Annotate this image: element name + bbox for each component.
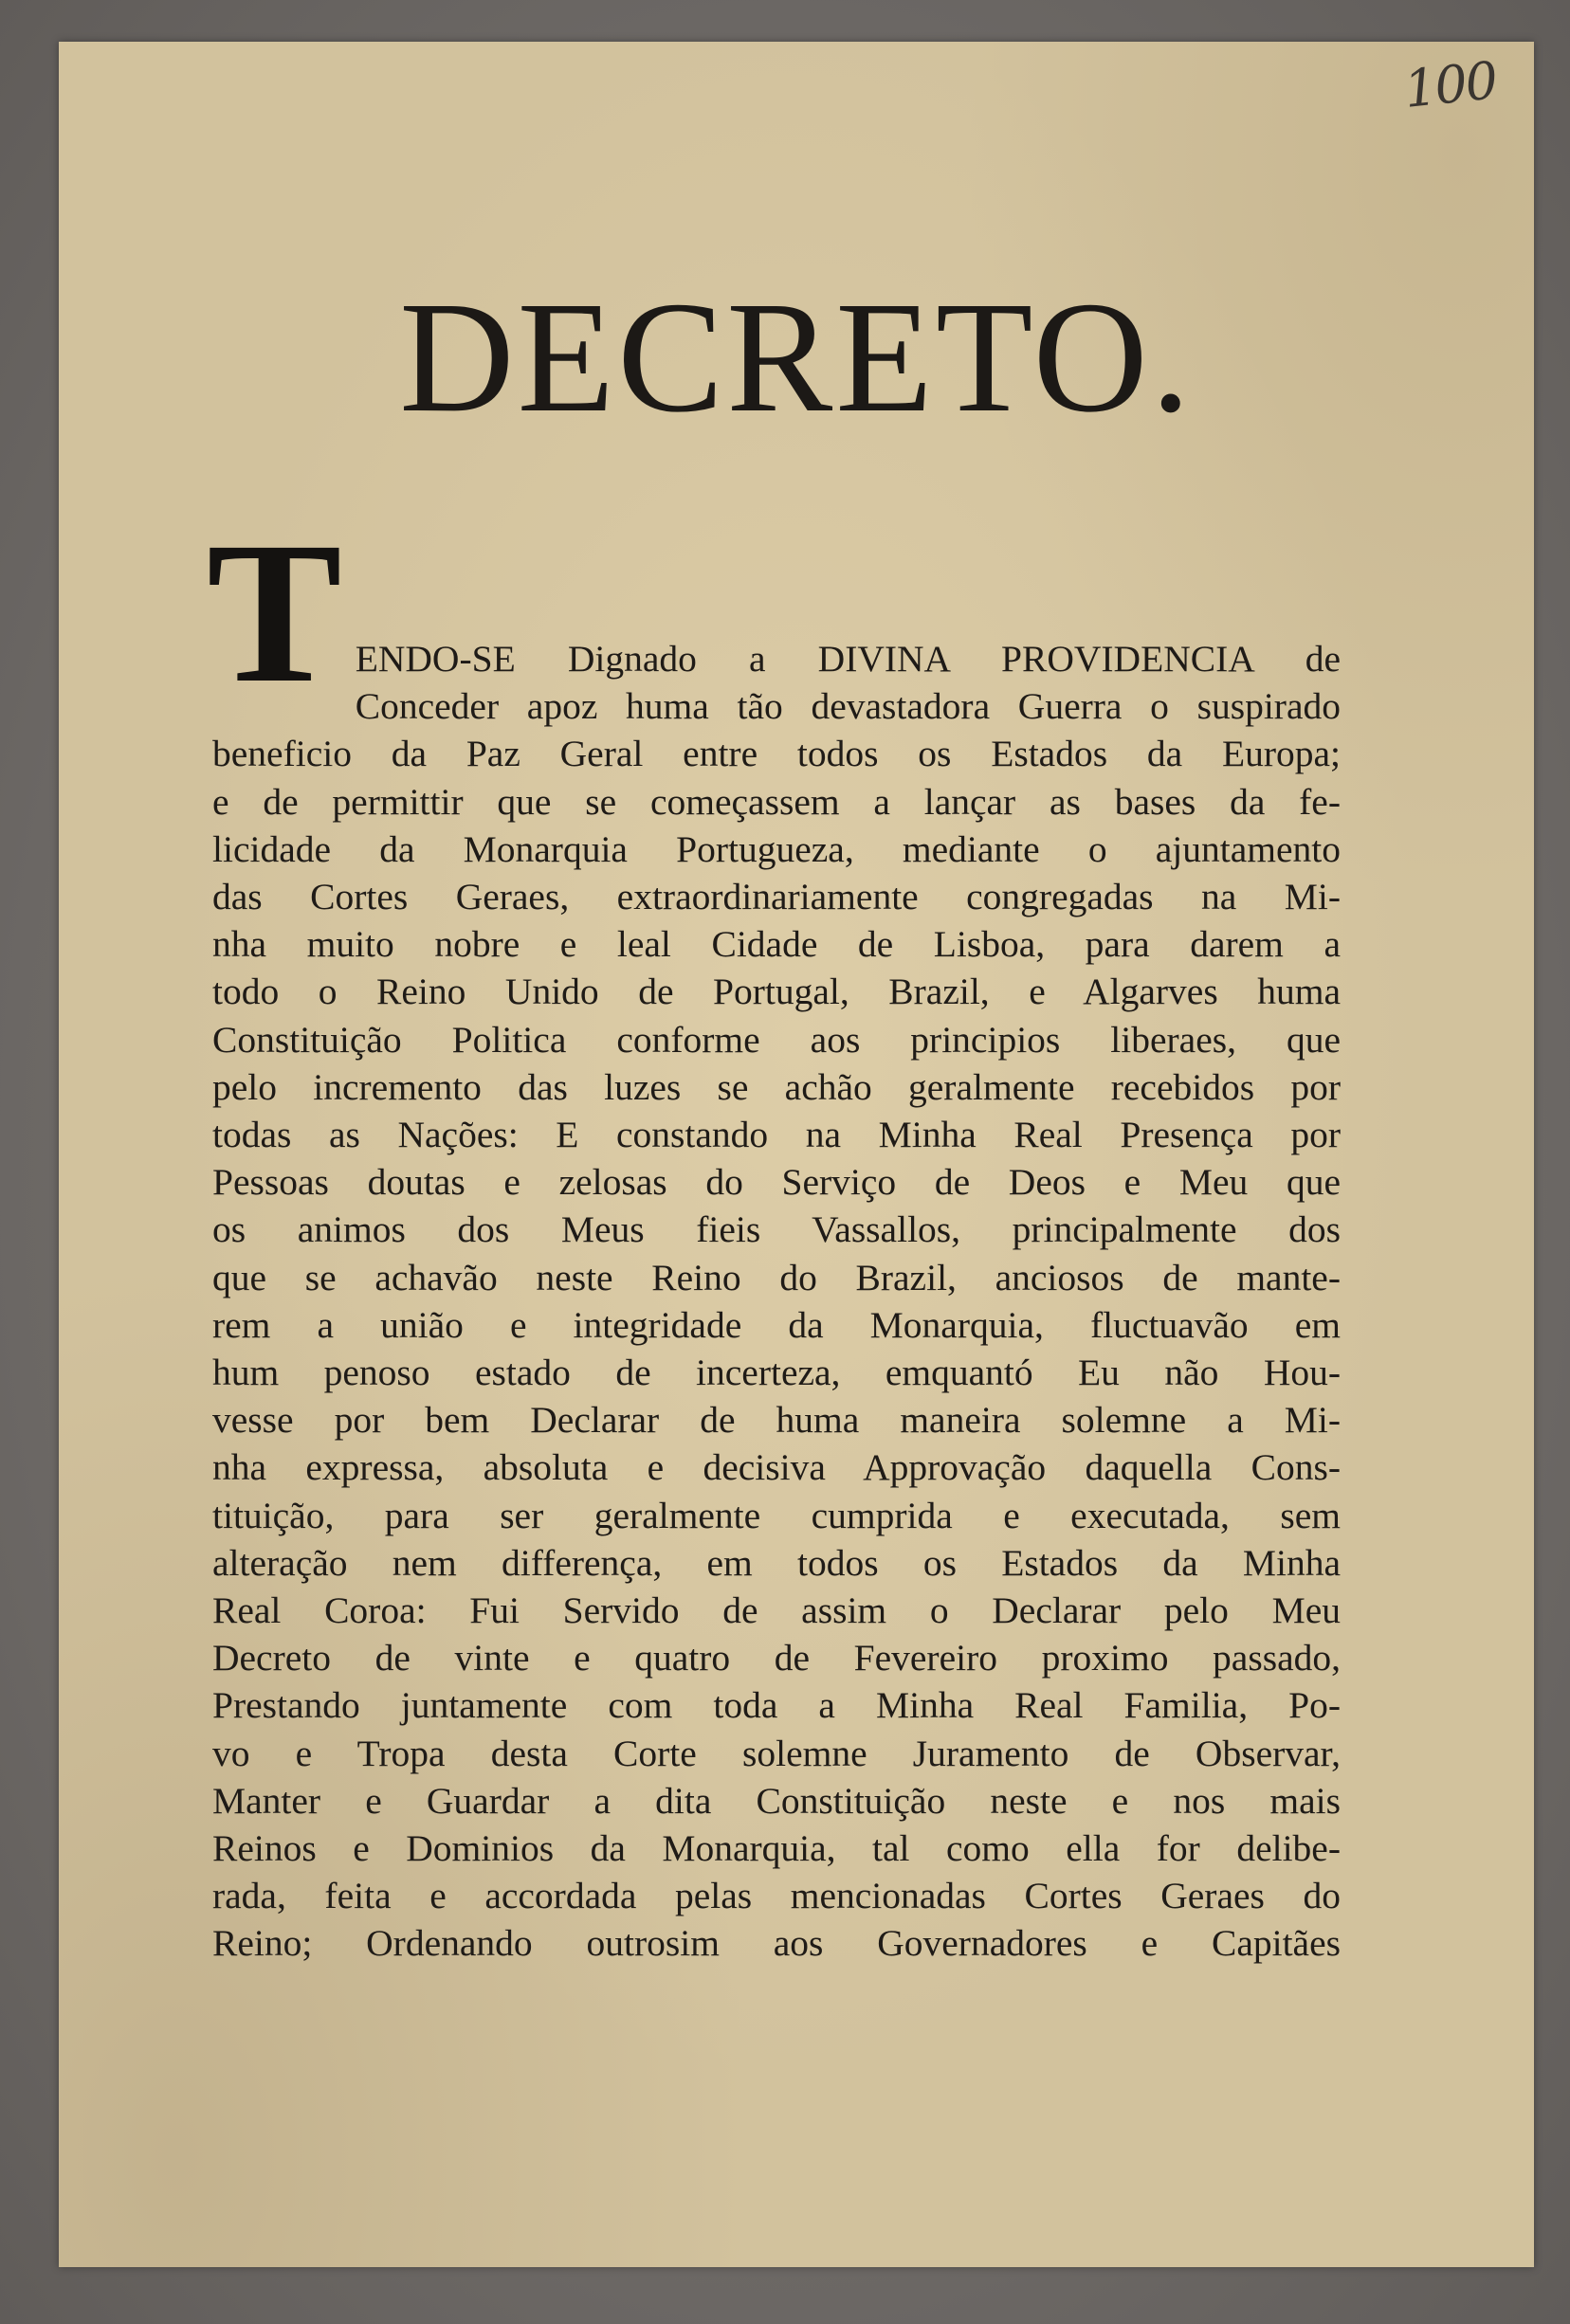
text-line: Manter e Guardar a dita Constituição neste e nos mais	[212, 1779, 1341, 1822]
text-line: rada, feita e accordada pelas mencionadas Cortes Geraes do	[212, 1875, 1341, 1917]
text-line: Reinos e Dominios da Monarquia, tal como ella for delibe-	[212, 1827, 1341, 1870]
text-line: pelo incremento das luzes se achão geralmente recebidos por	[212, 1065, 1341, 1108]
text-line: todas as Nações: E constando na Minha Real Presença por	[212, 1114, 1341, 1156]
text-line: Prestando juntamente com toda a Minha Real Familia, Po-	[212, 1684, 1341, 1727]
text-line: os animos dos Meus fieis Vassallos, principalmente dos	[212, 1208, 1341, 1251]
text-line: Reino; Ordenando outrosim aos Governadores e Capitães	[212, 1922, 1341, 1965]
folio-number: 100	[1400, 50, 1500, 119]
drop-cap: T	[207, 500, 342, 725]
document-page	[59, 42, 1534, 2267]
text-line: e de permittir que se começassem a lançar as bases da fe-	[212, 780, 1341, 823]
text-line: das Cortes Geraes, extraordinariamente congregadas na Mi-	[212, 876, 1341, 918]
text-line: nha expressa, absoluta e decisiva Approvação daquella Cons-	[212, 1446, 1341, 1489]
text-line: licidade da Monarquia Portugueza, mediante o ajuntamento	[212, 827, 1341, 870]
text-line: Real Coroa: Fui Servido de assim o Declarar pelo Meu	[212, 1589, 1341, 1632]
text-line: Constituição Politica conforme aos principios liberaes, que	[212, 1018, 1341, 1061]
decree-body	[207, 500, 1341, 1968]
text-line: beneficio da Paz Geral entre todos os Estados da Europa;	[212, 733, 1341, 775]
text-line: ENDO-SE Dignado a DIVINA PROVIDENCIA de	[355, 638, 1341, 680]
text-line: alteração nem differença, em todos os Estados da Minha	[212, 1541, 1341, 1584]
text-line: vo e Tropa desta Corte solemne Juramento de Observar,	[212, 1732, 1341, 1774]
document-title: DECRETO.	[399, 269, 1194, 445]
text-line: rem a união e integridade da Monarquia, fluctuavão em	[212, 1303, 1341, 1346]
text-line: nha muito nobre e leal Cidade de Lisboa, para darem a	[212, 923, 1341, 966]
text-line: Pessoas doutas e zelosas do Serviço de Deos e Meu que	[212, 1161, 1341, 1204]
text-line: vesse por bem Declarar de huma maneira solemne a Mi-	[212, 1399, 1341, 1442]
text-line: Conceder apoz huma tão devastadora Guerra o suspirado	[355, 685, 1341, 728]
text-line: hum penoso estado de incerteza, emquantó Eu não Hou-	[212, 1352, 1341, 1394]
text-line: tituição, para ser geralmente cumprida e executada, sem	[212, 1494, 1341, 1536]
text-line: Decreto de vinte e quatro de Fevereiro proximo passado,	[212, 1637, 1341, 1679]
text-line: que se achavão neste Reino do Brazil, anciosos de mante-	[212, 1256, 1341, 1298]
text-line: todo o Reino Unido de Portugal, Brazil, e Algarves huma	[212, 971, 1341, 1013]
